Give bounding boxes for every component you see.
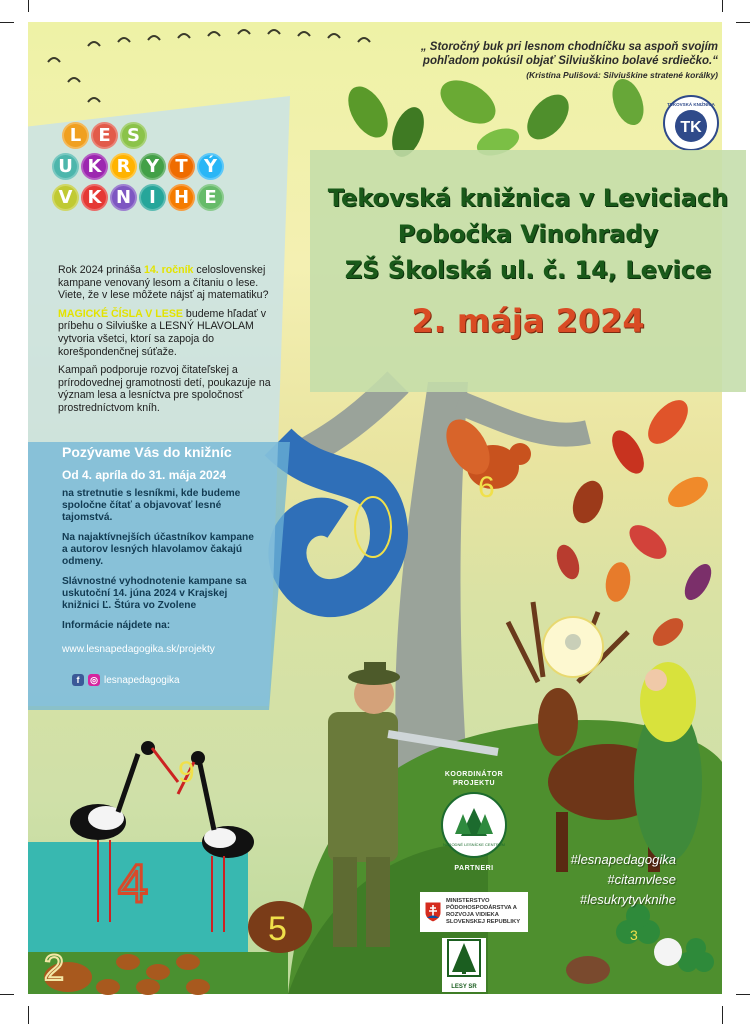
- scene-number-nine: 9: [178, 756, 195, 789]
- project-coordinator: [428, 770, 520, 873]
- forest-fairy: [634, 662, 702, 862]
- flower: [654, 938, 682, 966]
- facebook-icon[interactable]: f: [72, 674, 84, 686]
- logo-letter: N: [110, 184, 137, 211]
- logo-letter: E: [91, 122, 118, 149]
- nlc-badge: [441, 792, 507, 858]
- scene-number-four: 4: [118, 854, 149, 914]
- event-library-name: Tekovská knižnica v Leviciach: [327, 184, 729, 212]
- title-row-v-knihe: [52, 184, 288, 211]
- crop-mark-br-h: [736, 994, 750, 995]
- social-links: [72, 674, 180, 686]
- partners-label: PARTNERI: [454, 865, 494, 872]
- title-row-les: [62, 122, 288, 149]
- crop-mark-tr-h: [736, 22, 750, 23]
- logo-letter: T: [168, 153, 195, 180]
- intro-paragraph-1: [58, 264, 288, 302]
- intro-paragraph-2: [58, 308, 288, 358]
- logo-letter: Y: [139, 153, 166, 180]
- projects-link[interactable]: www.lesnapedagogika.sk/projekty: [62, 644, 215, 655]
- scene-number-five: 5: [268, 910, 287, 948]
- quote-source: (Kristína Pulišová: Silviuškine stratené korálky): [526, 70, 718, 80]
- hashtag-lesnapedagogika: #lesnapedagogika: [570, 852, 676, 867]
- event-address: ZŠ Školská ul. č. 14, Levice: [344, 256, 712, 284]
- intro-p2-highlight: MAGICKÉ ČÍSLA V LESE: [58, 307, 183, 320]
- foliage-top: [340, 71, 649, 161]
- campaign-intro: [58, 264, 288, 421]
- logo-letter: U: [52, 153, 79, 180]
- crop-mark-br-v: [722, 1006, 723, 1024]
- logo-letter: K: [81, 184, 108, 211]
- logo-letter: I: [139, 184, 166, 211]
- logo-letter: Ý: [197, 153, 224, 180]
- nlc-tree-icon: [442, 800, 506, 850]
- invite-paragraph-3: Slávnostné vyhodnotenie kampane sa uskutoční 14. júna 2024 v Krajskej knižnici Ľ. Štúra vo Zvolene: [62, 576, 247, 611]
- hashtag-lesukrytyvknihe: #lesukrytyvknihe: [579, 892, 676, 907]
- logo-letter: H: [168, 184, 195, 211]
- scene-number-two: 2: [44, 947, 65, 988]
- intro-p2-end: budeme hľadať v príbehu o Silviuške a LESNÝ HLAVOLAM vytvoria všetci, ktorí sa zapoja do korešpondenčnej súťaže.: [58, 307, 267, 358]
- intro-p1-highlight: 14. ročník: [143, 264, 194, 276]
- invite-dates: Od 4. apríla do 31. mája 2024: [62, 468, 227, 482]
- invite-title: Pozývame Vás do knižníc: [62, 444, 232, 460]
- logo-letter: V: [52, 184, 79, 211]
- event-date: 2. mája 2024: [411, 302, 645, 340]
- poster: [28, 22, 729, 994]
- scene-number-six: 6: [478, 471, 495, 504]
- crop-mark-bl-v: [28, 1006, 29, 1024]
- crop-mark-tl-v: [28, 0, 29, 12]
- mushroom: [566, 956, 610, 984]
- lesy-label: LESY SR: [451, 984, 477, 990]
- book-quote: [368, 40, 718, 80]
- lesy-tree-icon: [446, 938, 482, 978]
- nlc-badge-text: NÁRODNÉ LESNÍCKE CENTRUM: [442, 842, 506, 847]
- quote-text: „ Storočný buk pri lesnom chodníčku sa aspoň svojím pohľadom pokúsil objať Silviuškino bolavé srdiečko.“: [420, 41, 718, 67]
- blue-swirl: [278, 442, 389, 598]
- tk-letters: TK: [680, 119, 702, 136]
- title-row-ukryty: [52, 153, 288, 180]
- scene-number-three: 3: [630, 927, 638, 943]
- hashtag-citamvlese: #citamvlese: [607, 872, 676, 887]
- coordinator-label-1: KOORDINÁTOR: [444, 771, 504, 778]
- lesy-sr-logo: [442, 938, 486, 992]
- intro-p1-end: celoslovenskej kampane venovaný lesom a čítaniu o lese. Viete, že v lese môžete nájsť aj matematiku?: [58, 264, 269, 302]
- logo-letter: K: [81, 153, 108, 180]
- event-info-box: [310, 150, 746, 392]
- coordinator-label-2: PROJEKTU: [452, 780, 496, 787]
- tk-ring-text: TEKOVSKÁ KNIŽNICA: [667, 102, 715, 107]
- logo-letter: L: [62, 122, 89, 149]
- ministry-logo: [420, 892, 528, 932]
- logo-letter: R: [110, 153, 137, 180]
- crop-mark-tl-h: [0, 22, 14, 23]
- crop-mark-tr-v: [722, 0, 723, 12]
- campaign-logo: [52, 122, 288, 215]
- intro-p1-start: Rok 2024 prináša: [58, 264, 144, 276]
- logo-letter: E: [197, 184, 224, 211]
- invite-body: [62, 488, 262, 664]
- instagram-icon[interactable]: ◎: [88, 674, 100, 686]
- birds-flock: [48, 30, 370, 102]
- crop-mark-bl-h: [0, 994, 14, 995]
- invite-paragraph-2: Na najaktívnejších účastníkov kampane a autorov lesných hlavolamov čakajú odmeny.: [62, 532, 254, 567]
- event-location: [310, 180, 746, 288]
- hashtags: [516, 850, 676, 910]
- slovak-coat-of-arms-icon: [424, 901, 442, 923]
- intro-paragraph-3: Kampaň podporuje rozvoj čitateľskej a prírodovednej gramotnosti detí, poukazuje na význam lesa a lesníctva pre spoločnosť prostredníctvom kníh.: [58, 364, 271, 414]
- ministry-text: MINISTERSTVO PÔDOHOSPODÁRSTVA A ROZVOJA VIDIEKA SLOVENSKEJ REPUBLIKY: [446, 898, 521, 925]
- info-block: [62, 620, 262, 656]
- spider-sun: [543, 617, 603, 677]
- info-title: Informácie nájdete na:: [62, 620, 171, 631]
- social-handle[interactable]: lesnapedagogika: [104, 674, 180, 686]
- logo-letter: S: [120, 122, 147, 149]
- tekovska-kniznica-logo: [662, 94, 720, 152]
- invite-paragraph-1: na stretnutie s lesníkmi, kde budeme spoločne čítať a objavovať lesné tajomstvá.: [62, 488, 241, 523]
- event-branch: Pobočka Vinohrady: [397, 220, 659, 248]
